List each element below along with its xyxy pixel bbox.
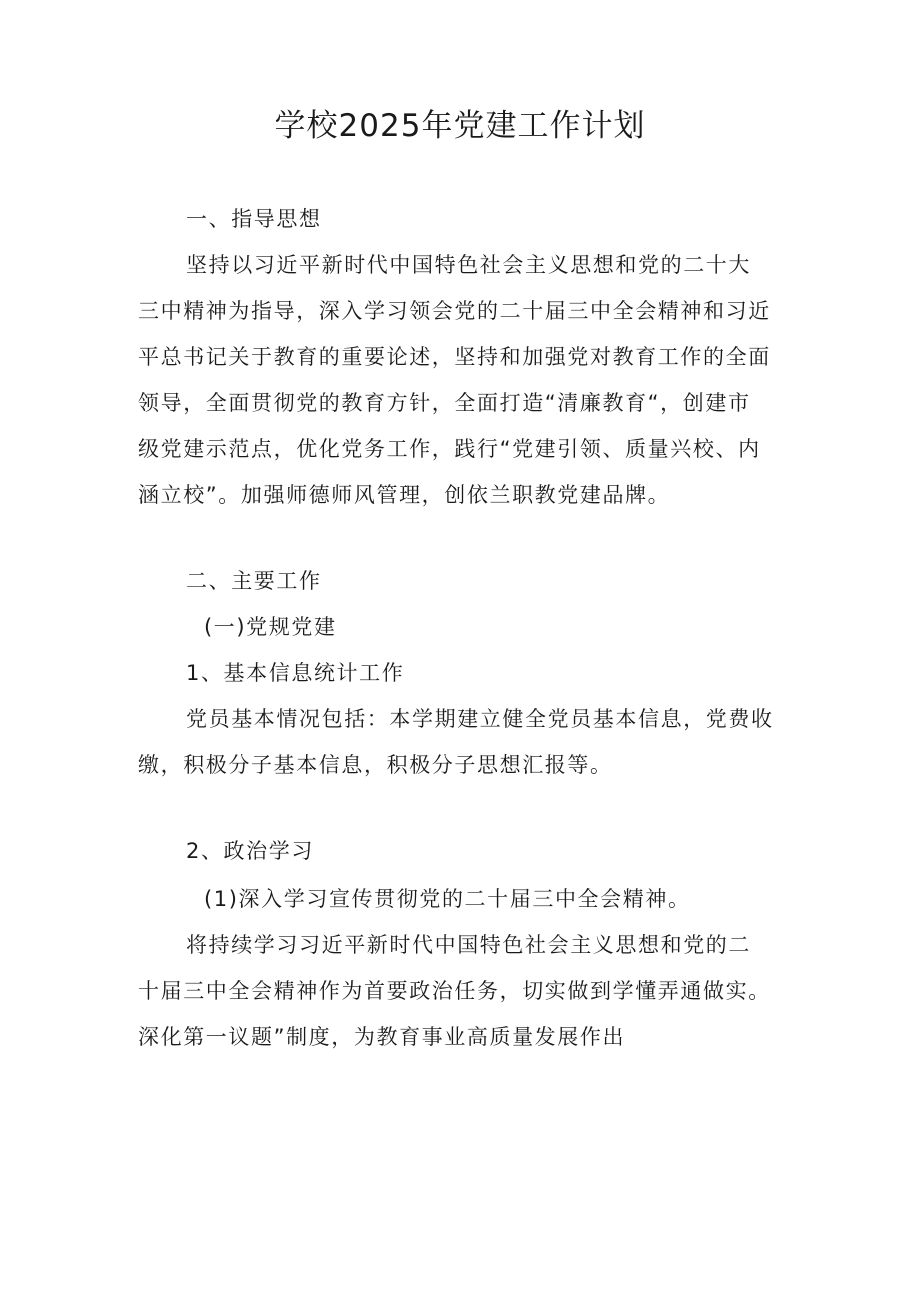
item-heading-basic-info: 1、基本信息统计工作 <box>186 661 405 685</box>
section-heading-main-work: 二、主要工作 <box>186 569 322 593</box>
paragraph-line: 涵立校”。加强师德师风管理，创依兰职教党建品牌。 <box>138 483 671 507</box>
paragraph-line: 三中精神为指导，深入学习领会党的二十届三中全会精神和习近 <box>138 299 771 323</box>
paragraph-line: 将持续学习习近平新时代中国特色社会主义思想和党的二 <box>186 933 751 957</box>
sub-item-study-plenum: (1)深入学习宣传贯彻党的二十届三中全会精神。 <box>204 887 691 911</box>
item-heading-political-study: 2、政治学习 <box>186 839 314 863</box>
sub-heading-party-rules: (一)党规党建 <box>204 615 337 639</box>
paragraph-line: 十届三中全会精神作为首要政治任务，切实做到学懂弄通做实。 <box>138 979 771 1003</box>
paragraph-line: 党员基本情况包括：本学期建立健全党员基本信息，党费收 <box>186 707 774 731</box>
section-heading-guiding-thought: 一、指导思想 <box>186 207 322 231</box>
document-title: 学校2025年党建工作计划 <box>274 108 646 144</box>
paragraph-line: 深化第一议题”制度，为教育事业高质量发展作出 <box>138 1025 626 1049</box>
paragraph-line: 缴，积极分子基本信息，积极分子思想汇报等。 <box>138 753 613 777</box>
paragraph-line: 领导，全面贯彻党的教育方针，全面打造“清廉教育“，创建市 <box>138 391 751 415</box>
paragraph-line: 平总书记关于教育的重要论述，坚持和加强党对教育工作的全面 <box>138 345 771 369</box>
document-body <box>138 196 790 1060</box>
paragraph-line: 坚持以习近平新时代中国特色社会主义思想和党的二十大 <box>186 253 751 277</box>
paragraph-line: 级党建示范点，优化党务工作，践行“党建引领、质量兴校、内 <box>138 437 761 461</box>
